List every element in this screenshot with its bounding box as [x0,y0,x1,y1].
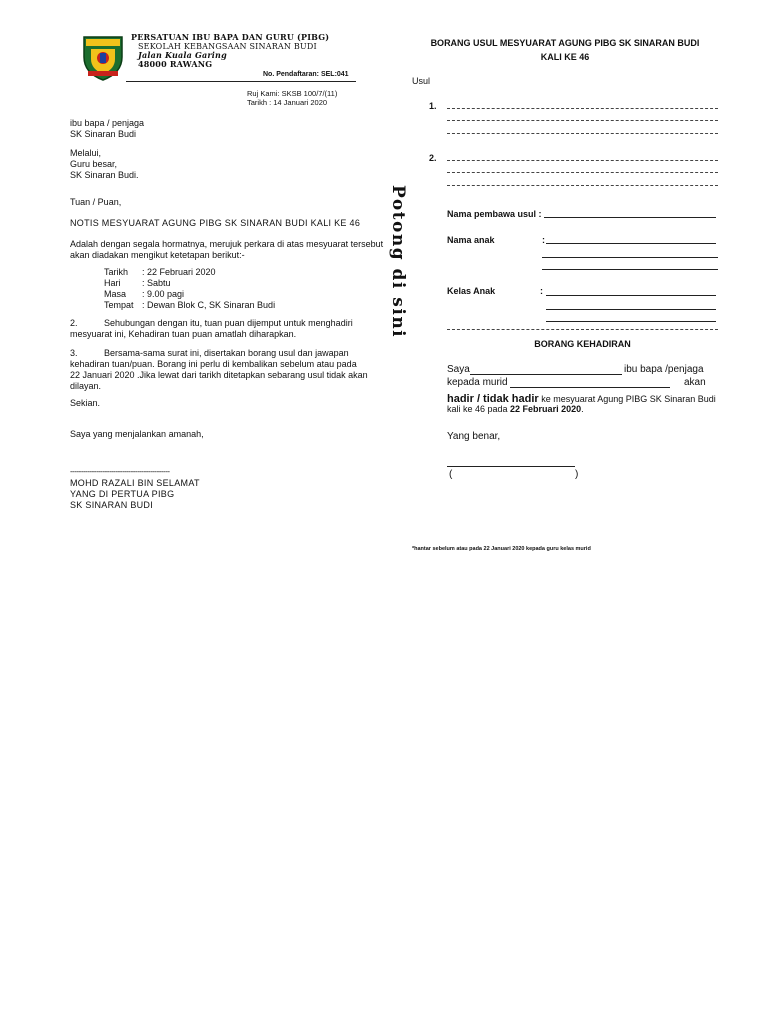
footnote: *hantar sebelum atau pada 22 Januari 2020 kepada guru kelas murid [412,546,591,552]
kelas-anak-field-1[interactable] [546,295,716,296]
via-line-2: Guru besar, [70,159,118,169]
pembawa-usul-field[interactable] [544,217,716,218]
letterhead-rule [126,81,356,82]
closing-amanah: Saya yang menjalankan amanah, [70,429,204,439]
signatory-name: MOHD RAZALI BIN SELAMAT [70,478,200,488]
meeting-details [104,267,275,311]
kelas-anak-colon: : [540,286,543,296]
attendance-kepada: kepada murid [447,377,508,388]
parent-name-field[interactable] [470,374,622,375]
reference-number: Ruj Kami: SKSB 100/7/(11) [247,89,338,98]
paragraph-3-line-3: 22 Januari 2020 .Jika lewat dari tarikh ditetapkan sebarang usul tidak akan [70,370,368,380]
detail-row: Tarikh : 22 Februari 2020 [104,267,216,277]
signatory-title: YANG DI PERTUA PIBG [70,489,175,499]
usul-item-2-number: 2. [429,153,437,163]
paragraph-3-line-1: 3. Bersama-sama surat ini, disertakan borang usul dan jawapan [70,348,349,358]
usul-1-line-3[interactable] [447,133,718,134]
hadir-option[interactable]: hadir / tidak hadir [447,393,539,405]
attendance-line-3-rest: ke mesyuarat Agung PIBG SK Sinaran Budi [538,394,716,404]
letterhead-line-2: SEKOLAH KEBANGSAAN SINARAN BUDI [138,42,317,51]
via-line-3: SK Sinaran Budi. [70,170,139,180]
school-crest-logo [80,33,126,81]
attendance-line-4: kali ke 46 pada 22 Februari 2020. [447,404,584,414]
attendance-cut-line [447,329,718,330]
intro-line-2: akan diadakan mengikut ketetapan berikut:- [70,250,245,260]
via-line-1: Melalui, [70,148,102,158]
cut-here-label: Potong di sini [388,185,408,339]
attendance-ibubapa: ibu bapa /penjaga [624,364,704,375]
paren-open: ( [449,469,453,480]
usul-1-line-2[interactable] [447,120,718,121]
attendance-title: BORANG KEHADIRAN [534,339,631,349]
pembawa-usul-label: Nama pembawa usul : [447,209,542,219]
paragraph-3-line-4: dilayan. [70,381,102,391]
paragraph-2-line-1: 2. Sehubungan dengan itu, tuan puan dijemput untuk menghadiri [70,318,353,328]
paragraph-2-line-2: mesyuarat ini, Kehadiran tuan puan amatlah diharapkan. [70,329,297,339]
kelas-anak-label: Kelas Anak [447,286,496,296]
paragraph-3-line-2: kehadiran tuan/puan. Borang ini perlu di kembalikan sebelum atau pada [70,359,357,369]
detail-row: Hari : Sabtu [104,278,171,288]
intro-line-1: Adalah dengan segala hormatnya, merujuk perkara di atas mesyuarat tersebut [70,239,384,249]
nama-anak-label: Nama anak [447,235,495,245]
signatory-organization: SK SINARAN BUDI [70,500,154,510]
detail-row: Tempat : Dewan Blok C, SK Sinaran Budi [104,300,276,310]
nama-anak-field-1[interactable] [546,243,716,244]
letter-subject: NOTIS MESYUARAT AGUNG PIBG SK SINARAN BUDI KALI KE 46 [70,218,361,228]
detail-row: Masa : 9.00 pagi [104,289,185,299]
nama-anak-field-2[interactable] [542,257,718,258]
closing-sekian: Sekian. [70,398,101,408]
letterhead-line-4: 48000 RAWANG [138,59,213,69]
nama-anak-colon: : [542,235,545,245]
salutation: Tuan / Puan, [70,197,122,207]
attendance-saya: Saya [447,364,470,375]
kelas-anak-field-3[interactable] [546,321,716,322]
usul-item-1-number: 1. [429,101,437,111]
usul-1-line-1[interactable] [447,108,718,109]
yang-benar: Yang benar, [447,431,501,442]
paren-close: ) [575,469,579,480]
registration-number: No. Pendaftaran: SEL:041 [263,71,349,78]
usul-label: Usul [412,76,431,86]
student-name-field[interactable] [510,387,670,388]
addressee-line-1: ibu bapa / penjaga [70,118,145,128]
kelas-anak-field-2[interactable] [546,309,716,310]
usul-2-line-2[interactable] [447,172,718,173]
attendance-akan: akan [684,377,706,388]
attendance-signature-field[interactable] [447,466,575,467]
signature-line: ---------------------------------------------- [70,467,170,476]
usul-2-line-1[interactable] [447,160,718,161]
form-title: BORANG USUL MESYUARAT AGUNG PIBG SK SINARAN BUDI KALI KE 46 [430,38,700,62]
reference-date: Tarikh : 14 Januari 2020 [247,98,328,107]
letterhead-line-3: Jalan Kuala Garing [138,50,227,60]
addressee-line-2: SK Sinaran Budi [70,129,137,139]
letterhead-line-1: PERSATUAN IBU BAPA DAN GURU (PIBG) [131,32,330,42]
usul-2-line-3[interactable] [447,185,718,186]
nama-anak-field-3[interactable] [542,269,718,270]
